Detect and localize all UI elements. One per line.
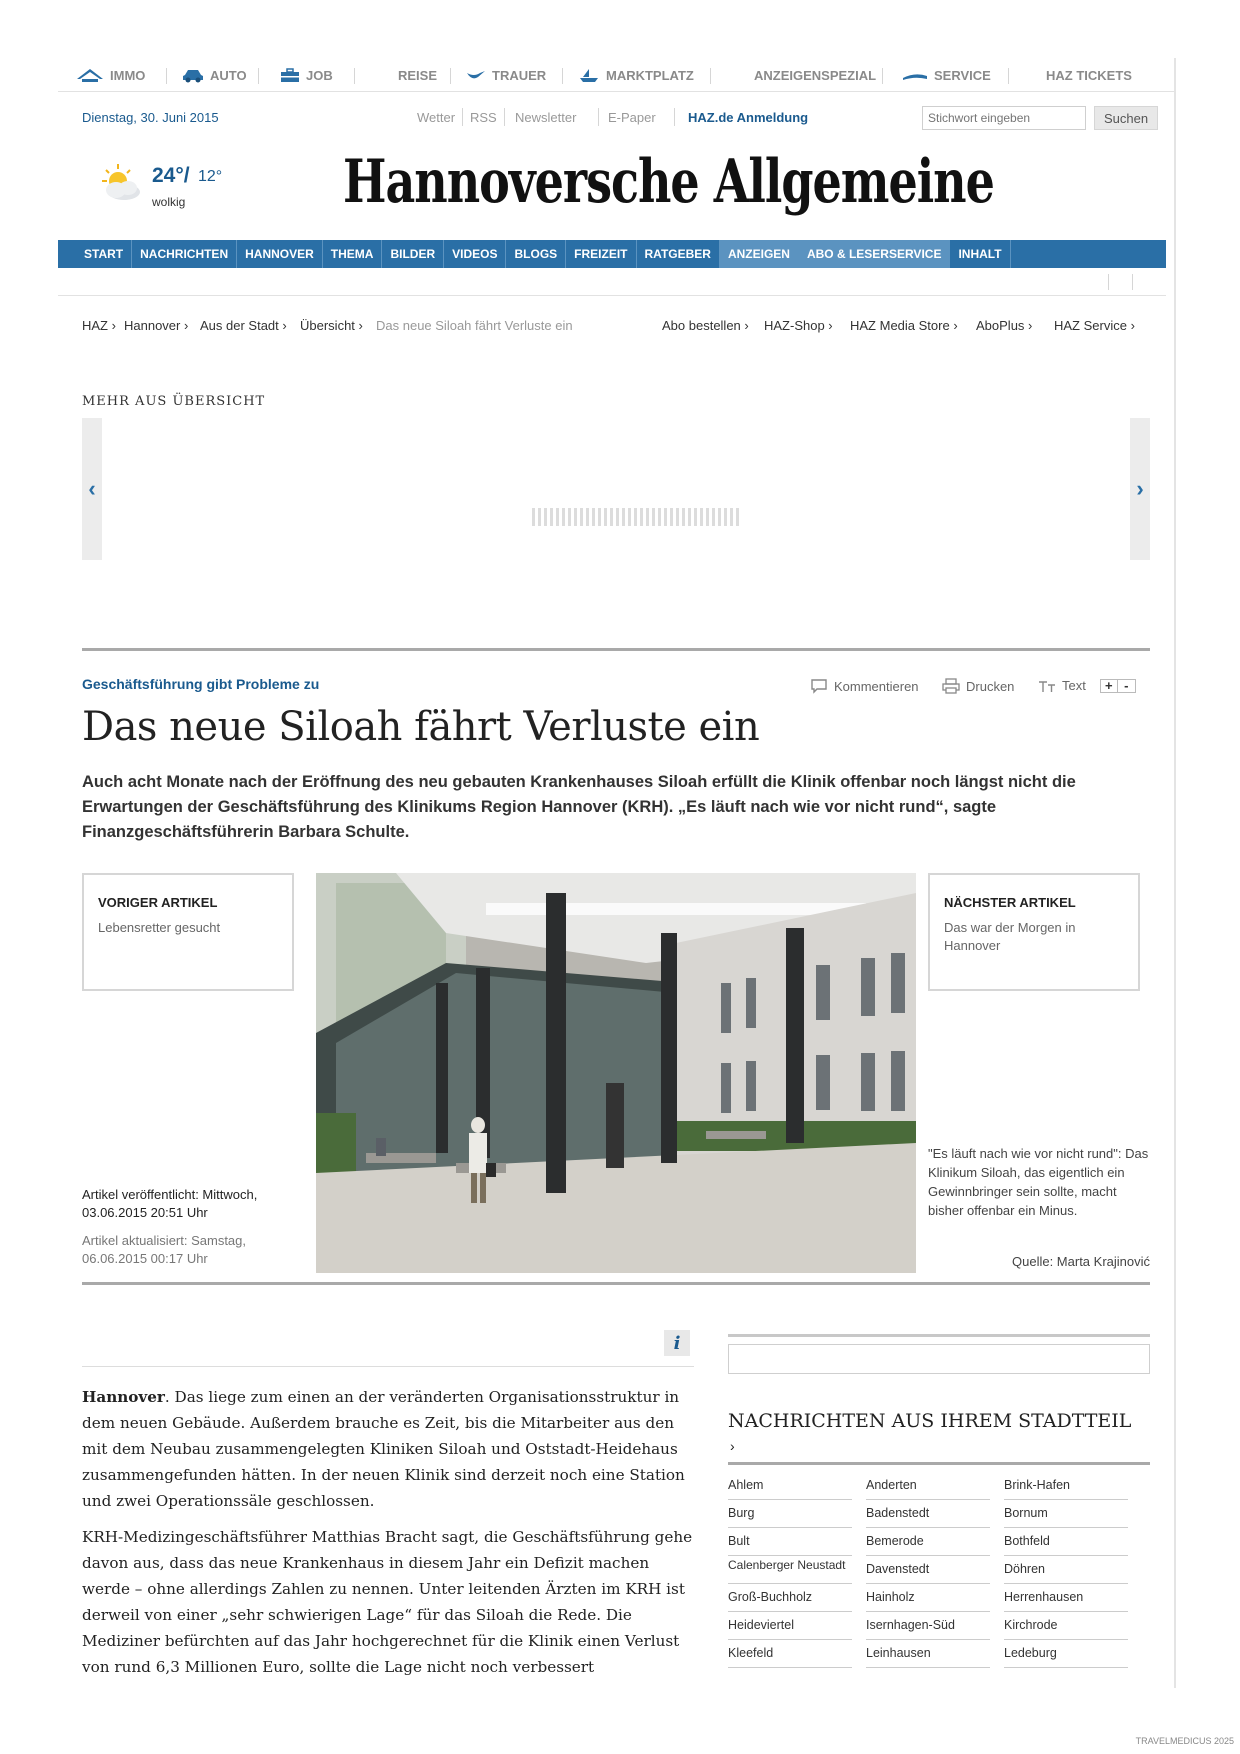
nav-item-hannover[interactable]: HANNOVER	[237, 240, 323, 268]
topbar-item-job[interactable]	[280, 58, 333, 92]
photo-credit: Quelle: Marta Krajinović	[1012, 1254, 1150, 1269]
district-link[interactable]: Bornum	[1004, 1500, 1128, 1528]
divider	[728, 1334, 1150, 1337]
divider	[882, 68, 883, 84]
nav-item-thema[interactable]: THEMA	[323, 240, 383, 268]
breadcrumb-haz[interactable]: HAZ ›	[82, 318, 116, 333]
swoosh-icon	[902, 68, 928, 82]
topbar-item-reise[interactable]	[398, 58, 437, 92]
topbar-label: REISE	[398, 67, 438, 83]
info-icon[interactable]: i	[664, 1330, 690, 1356]
article-kicker: Geschäftsführung gibt Probleme zu	[82, 676, 320, 692]
boat-icon	[578, 67, 600, 83]
loading-indicator	[532, 508, 742, 526]
paragraph-text: . Das liege zum einen an der veränderten Organisationsstruktur in dem neuen Gebäude. Außerdem brauche es Zeit, bis die Mitarbeiter aus den mit dem Neubau zusammengelegten Kliniken Siloah und Oststadt-Heidehaus zusammengefunden hätten. In der neuen Klinik sind derzeit noch eine Station und zwei Operationssäle geschlossen.	[82, 1388, 685, 1510]
carousel-prev-button[interactable]	[82, 418, 102, 560]
divider	[258, 68, 259, 84]
district-link[interactable]: Kirchrode	[1004, 1612, 1128, 1640]
text-size-decrease-button[interactable]: -	[1118, 679, 1136, 693]
district-link[interactable]: Isernhagen-Süd	[866, 1612, 990, 1640]
search-input[interactable]	[922, 106, 1086, 130]
article-lead: Auch acht Monate nach der Eröffnung des neu gebauten Krankenhauses Siloah erfüllt die Klinik offenbar noch längst nicht die Erwartungen der Geschäftsführung des Klinikums Region Hannover (KRH). „Es läuft nach wie vor nicht rund“, sagte Finanzgeschäftsführerin Barbara Schulte.	[82, 773, 1076, 841]
bird-icon	[466, 67, 486, 83]
divider	[1132, 274, 1133, 290]
district-link[interactable]: Herrenhausen	[1004, 1584, 1128, 1612]
previous-article-label: VORIGER ARTIKEL	[98, 895, 218, 910]
district-link[interactable]: Bemerode	[866, 1528, 990, 1556]
district-link[interactable]: Ahlem	[728, 1472, 852, 1500]
divider	[598, 108, 599, 126]
district-link[interactable]: Calenberger Neustadt	[728, 1556, 852, 1584]
nav-item-anzeigen[interactable]: ANZEIGEN	[720, 240, 799, 268]
search-button[interactable]: Suchen	[1094, 106, 1158, 130]
topbar-label: ANZEIGENSPEZIAL	[754, 67, 877, 83]
previous-article-title[interactable]: Lebensretter gesucht	[98, 920, 221, 935]
district-link[interactable]: Groß-Buchholz	[728, 1584, 852, 1612]
page	[58, 58, 1176, 1688]
divider	[710, 68, 711, 84]
breadcrumb-current: Das neue Siloah fährt Verluste ein	[376, 318, 573, 333]
district-link[interactable]: Bothfeld	[1004, 1528, 1128, 1556]
divider	[450, 68, 451, 84]
topbar-item-immo[interactable]	[76, 58, 145, 92]
district-link[interactable]: Hainholz	[866, 1584, 990, 1612]
link-rss[interactable]: RSS	[470, 110, 497, 125]
divider	[562, 68, 563, 84]
car-icon	[182, 67, 204, 83]
partly-cloudy-icon	[96, 162, 144, 202]
text-size-control	[1038, 678, 1136, 693]
next-article-label: NÄCHSTER ARTIKEL	[944, 895, 1076, 910]
divider	[1008, 68, 1009, 84]
carousel-next-button[interactable]	[1130, 418, 1150, 560]
speech-bubble-icon	[810, 678, 828, 694]
topbar-item-trauer[interactable]	[466, 58, 546, 92]
print-button[interactable]	[942, 678, 1014, 694]
topbar-item-haz-tickets[interactable]	[1046, 58, 1132, 92]
site-logo[interactable]: Hannoversche Allgemeine	[343, 146, 994, 217]
chevron-right-icon[interactable]: ›	[730, 1438, 735, 1454]
sub-nav	[58, 268, 1166, 296]
topbar-label: MARKTPLATZ	[606, 67, 694, 83]
temperature-low: 12°	[198, 168, 223, 185]
service-bar	[58, 58, 1176, 92]
temperature-high: 24°/	[152, 164, 190, 187]
briefcase-icon	[280, 67, 300, 83]
divider	[1108, 274, 1109, 290]
nav-item-ratgeber[interactable]: RATGEBER	[637, 240, 720, 268]
district-link[interactable]: Badenstedt	[866, 1500, 990, 1528]
topbar-label: SERVICE	[934, 67, 991, 83]
related-carousel	[82, 418, 1150, 560]
dateline: Hannover	[82, 1388, 165, 1406]
divider	[354, 68, 355, 84]
topbar-label: HAZ TICKETS	[1046, 67, 1132, 83]
nav-item-videos[interactable]: VIDEOS	[444, 240, 506, 268]
nav-item-nachrichten[interactable]: NACHRICHTEN	[132, 240, 237, 268]
nav-item-blogs[interactable]: BLOGS	[506, 240, 566, 268]
body-paragraph: KRH-Medizingeschäftsführer Matthias Bracht sagt, die Geschäftsführung gehe davon aus, dass das neue Krankenhaus in diesem Jahr ein Defizit machen werde – ohne allerdings Zahlen zu nennen. Unter leitenden Ärzten im KRH ist derweil von einer „sehr schwierigen Lage“ für das Siloah die Rede. Die Mediziner befürchten auf das Jahr hochgerechnet für die Klinik einen Verlust von rund 6,3 Millionen Euro, sollte die Lage nicht noch verbessert	[82, 1528, 693, 1676]
district-link[interactable]: Heideviertel	[728, 1612, 852, 1640]
article-body	[82, 1384, 694, 1688]
topbar-item-auto[interactable]	[182, 58, 247, 92]
divider	[82, 1282, 1150, 1285]
section-title-mehr: MEHR AUS ÜBERSICHT	[82, 394, 266, 409]
nav-item-inhalt[interactable]: INHALT	[950, 240, 1010, 268]
district-link[interactable]: Kleefeld	[728, 1640, 852, 1668]
text-size-label: Text	[1062, 678, 1086, 693]
article-headline: Das neue Siloah fährt Verluste ein	[82, 704, 760, 750]
divider	[82, 1366, 694, 1367]
photo-caption: "Es läuft nach wie vor nicht rund": Das Klinikum Siloah, das eigentlich ein Gewinnbringer sein sollte, macht bisher offenbar ein Minus.	[928, 1146, 1149, 1218]
next-article-title[interactable]: Das war der Morgen in Hannover	[944, 920, 1076, 953]
breadcrumb-uebersicht[interactable]: Übersicht ›	[300, 318, 363, 333]
watermark-text: TRAVELMEDICUS 2025	[1135, 1736, 1234, 1746]
hospital-entrance-image	[316, 873, 916, 1273]
comment-button[interactable]	[810, 678, 919, 694]
link-aboplus[interactable]: AboPlus ›	[976, 318, 1033, 333]
link-epaper[interactable]: E-Paper	[608, 110, 656, 125]
topbar-label: IMMO	[110, 67, 146, 83]
current-date: Dienstag, 30. Juni 2015	[82, 110, 219, 125]
article-photo	[316, 873, 916, 1273]
nav-item-freizeit[interactable]: FREIZEIT	[566, 240, 636, 268]
breadcrumb-hannover[interactable]: Hannover ›	[124, 318, 189, 333]
link-abo-bestellen[interactable]: Abo bestellen ›	[662, 318, 749, 333]
previous-article-box[interactable]	[82, 873, 294, 991]
weather-description: wolkig	[152, 195, 186, 209]
district-link[interactable]: Ledeburg	[1004, 1640, 1128, 1668]
sidebar-empty-box	[728, 1344, 1150, 1374]
district-link[interactable]: Leinhausen	[866, 1640, 990, 1668]
district-link[interactable]: Döhren	[1004, 1556, 1128, 1584]
house-icon	[76, 67, 104, 83]
district-link[interactable]: Burg	[728, 1500, 852, 1528]
topbar-item-service[interactable]	[902, 58, 991, 92]
breadcrumb-aus-der-stadt[interactable]: Aus der Stadt ›	[200, 318, 287, 333]
published-date: Artikel veröffentlicht: Mittwoch, 03.06.2015 20:51 Uhr	[82, 1187, 258, 1220]
main-nav	[58, 240, 1166, 268]
divider	[82, 648, 1150, 651]
comment-label: Kommentieren	[834, 678, 919, 694]
sidebar-title[interactable]: NACHRICHTEN AUS IHREM STADTTEIL	[728, 1410, 1132, 1432]
print-label: Drucken	[966, 678, 1015, 694]
divider	[166, 68, 167, 84]
district-link[interactable]: Davenstedt	[866, 1556, 990, 1584]
text-size-increase-button[interactable]: +	[1100, 679, 1118, 693]
nav-item-start[interactable]: START	[76, 240, 132, 268]
district-link[interactable]: Brink-Hafen	[1004, 1472, 1128, 1500]
nav-item-abo-leserservice[interactable]: ABO & LESERSERVICE	[799, 240, 950, 268]
nav-spacer	[58, 240, 76, 268]
link-newsletter[interactable]: Newsletter	[515, 110, 577, 125]
updated-date: Artikel aktualisiert: Samstag, 06.06.2015 00:17 Uhr	[82, 1233, 247, 1266]
chevron-left-icon: ‹	[88, 476, 96, 501]
login-link[interactable]: HAZ.de Anmeldung	[688, 110, 809, 125]
text-size-icon	[1038, 679, 1056, 693]
divider	[728, 1462, 1150, 1465]
link-haz-media-store[interactable]: HAZ Media Store ›	[850, 318, 958, 333]
topbar-label: JOB	[306, 67, 333, 83]
link-wetter[interactable]: Wetter	[417, 110, 456, 125]
printer-icon	[942, 678, 960, 694]
nav-item-bilder[interactable]: BILDER	[382, 240, 444, 268]
next-article-box[interactable]	[928, 873, 1140, 991]
district-link[interactable]: Bult	[728, 1528, 852, 1556]
chevron-right-icon: ›	[1136, 476, 1144, 501]
divider	[462, 108, 463, 126]
district-link[interactable]: Anderten	[866, 1472, 990, 1500]
body-paragraph	[82, 1384, 694, 1514]
topbar-item-marktplatz[interactable]	[578, 58, 694, 92]
link-haz-shop[interactable]: HAZ-Shop ›	[764, 318, 833, 333]
topbar-item-anzeigenspezial[interactable]	[754, 58, 876, 92]
divider	[504, 108, 505, 126]
topbar-label: AUTO	[210, 67, 247, 83]
divider	[674, 108, 675, 126]
topbar-label: TRAUER	[492, 67, 547, 83]
link-haz-service[interactable]: HAZ Service ›	[1054, 318, 1135, 333]
